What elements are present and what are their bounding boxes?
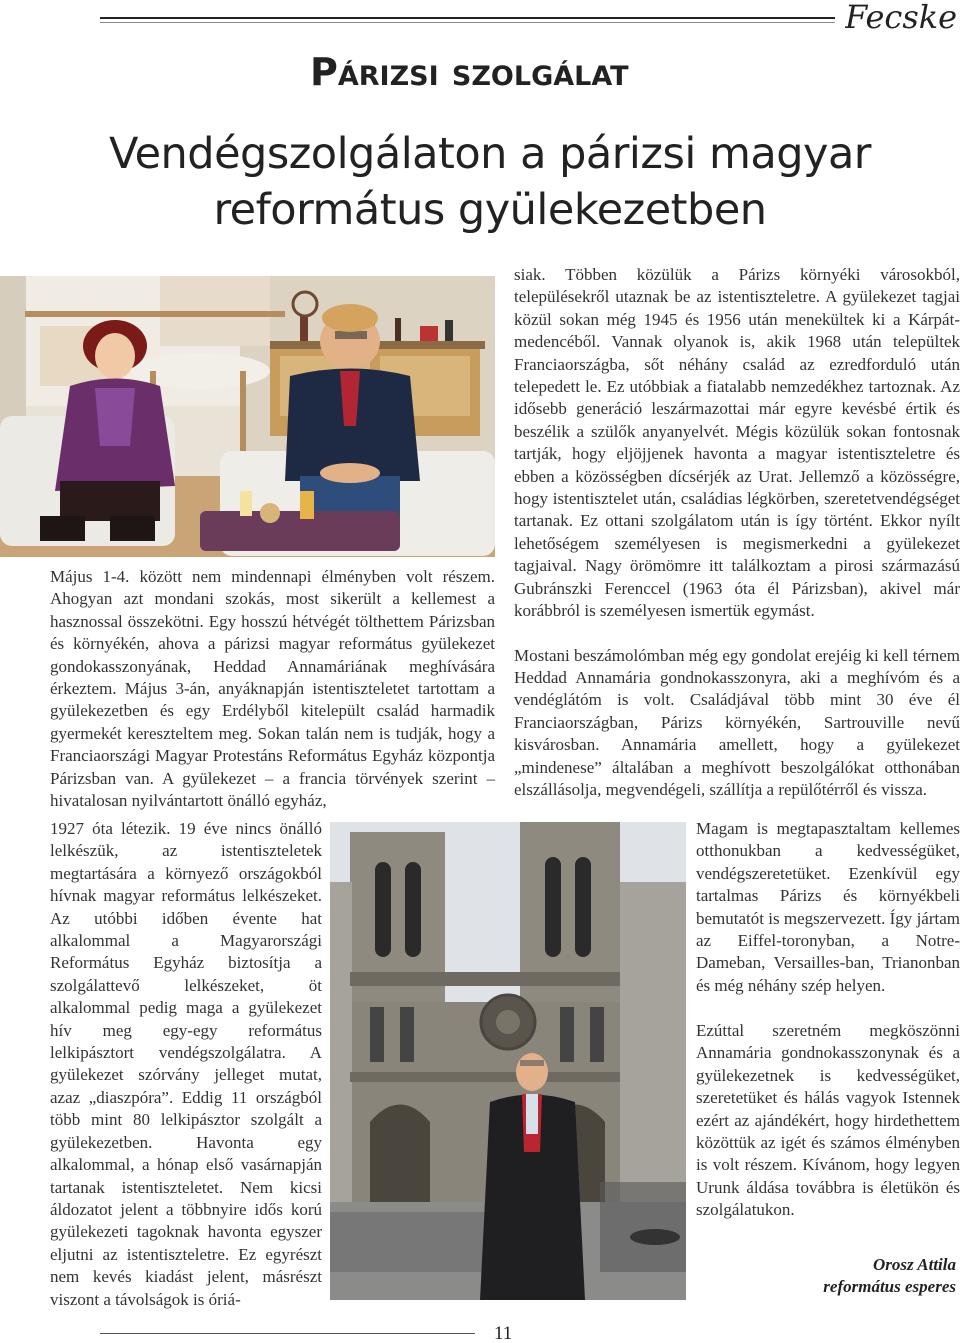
col-right-narrow-paragraph-2: Ezúttal szeretném megköszönni Annamária gondnokasszonynak és a gyülekezetnek is kedvességüket, szeretetüket és hálás vagyok Istennek ezért az ajándékért, hogy hirdethettem közöttük az igét és számos élményben is volt részem. Kívánom, hogy legyen Urunk áldása továbbra is életükön és szolgálatukon. [696,1021,960,1220]
header-rule [100,17,835,19]
title-line-2: református gyülekezetben [213,185,767,235]
col-right-top [514,264,960,801]
notre-dame-illustration [330,822,686,1300]
title-line-1: Vendégszolgálaton a párizsi magyar [109,129,871,179]
living-room-illustration [0,276,495,557]
col-right-narrow-paragraph-1: Magam is megtapasztaltam kellemes otthonukban a kedvességüket, vendégszeretetüket. Ezenkívül egy tartalmas Párizs és környékbeli bemutatót is megszervezett. Így jártam az Eiffel-toronyban, a Notre-Dameban, Versailles-ban, Trianonban és még néhány szép helyen. [696,819,960,995]
signature [823,1254,956,1298]
photo-living-room [0,276,495,557]
signature-role: református esperes [823,1277,956,1296]
col-right-narrow-2 [696,1020,960,1222]
magazine-name: Fecske [845,0,958,36]
signature-name: Orosz Attila [873,1255,956,1274]
col-left-narrow-paragraph: 1927 óta létezik. 19 éve nincs önálló lelkészük, az istentiszteletek megtartására a környező országokból hívnak magyar református lelkészeket. Az utóbbi időben évente hat alkalommal a Magyarországi Református Egyház biztosítja a szolgálattevő lelkészeket, öt alkalommal pedig maga a gyülekezet hív meg egy-egy református lelkipásztort vendégszolgálatra. A gyülekezet szórvány jelleget mutat, azaz „diaszpóra”. Eddig 11 országból több mint 80 lelkipásztor szolgált a gyülekezetben. Havonta egy alkalommal, a hónap első vasárnapján tartanak istentiszteletet. Nem kicsi áldozatot jelent a többnyire idős korú gyülekezeti tagoknak havonta egyszer eljutni az istentiszteletre. Ez egyrészt nem kevés kiadást jelent, másrészt viszont a távolságok is óriá- [50,819,322,1309]
header-rule-thin [100,22,835,23]
article-title [40,126,940,238]
footer-rule-left [100,1333,475,1334]
col-right-narrow-1 [696,818,960,997]
col-right-paragraph-2: Mostani beszámolómban még egy gondolat erejéig ki kell térnem Heddad Annamária gondnokasszonyra, aki a meghívóm és a vendéglátóm is volt. Családjával több mint 30 éve él Franciaországban, Párizs környékén, Sartrouville nevű kisvárosban. Annamária amellett, hogy a gyülekezet „mindenese” általában a meghívott beszolgálókat otthonában elszállásolja, megvendégeli, szállítja a repülőtérről és vissza. [514,645,960,799]
page-number: 11 [494,1323,513,1343]
section-title: Párizsi szolgálat [310,50,629,94]
col-left-top-paragraph: Május 1-4. között nem mindennapi élményben volt részem. Ahogyan azt mondani szokás, most sikerült a kellemest a hasznossal összekötni. Egy hosszú hétvégét tölthettem Párizsban és környékén, ahova a párizsi magyar református gyülekezet gondokasszonyának, Heddad Annamáriának meghívására érkeztem. Május 3-án, anyáknapján istentiszteletet tartottam a gyülekezetben és egy Erdélyből kitelepült család harmadik gyermekét kereszteltem meg. Sokan talán nem is tudják, hogy a Franciaországi Magyar Protestáns Református Egyház központja Párizsban van. A gyülekezet – a francia törvények szerint – hivatalosan nyilvántartott önálló egyház, [50,567,495,811]
col-right-paragraph-1: siak. Többen közülük a Párizs környéki városokból, településekről utaznak be az istentiszteletre. A gyülekezet tagjai közül sokan még 1945 és 1956 után menekültek ki a Kárpát-medencéből. Vannak olyanok is, akik 1968 után települtek Franciaországba, sőt néhány család az ezredforduló után telepedett le. Ez utóbbiak a fiatalabb nemzedékhez tartoznak. Az idősebb generáció leszármazottai már egyre kevésbé értik és beszélik a szülők anyanyelvét. Mégis közülük sokan fontosnak tartják, hogy eljöjjenek havonta a magyar istentiszteletre és ebben a közösségben dícsérjék az Urat. Jellemző a közösségre, hogy istentisztelet után, családias légkörben, szeretetvendégséget tartanak. Ez ottani szolgálatom után is így történt. Ekkor nyílt lehetőségem személyesen is megismerkedni a gyülekezet tagjaival. Nagy örömömre itt találkoztam a pirosi származású Gubránszki Ferenccel (1963 óta él Párizsban), akivel már korábbról is személyesen ismertük egymást. [514,265,960,621]
photo-notre-dame [330,822,686,1300]
col-left-top [50,566,495,812]
col-left-narrow [50,818,322,1311]
